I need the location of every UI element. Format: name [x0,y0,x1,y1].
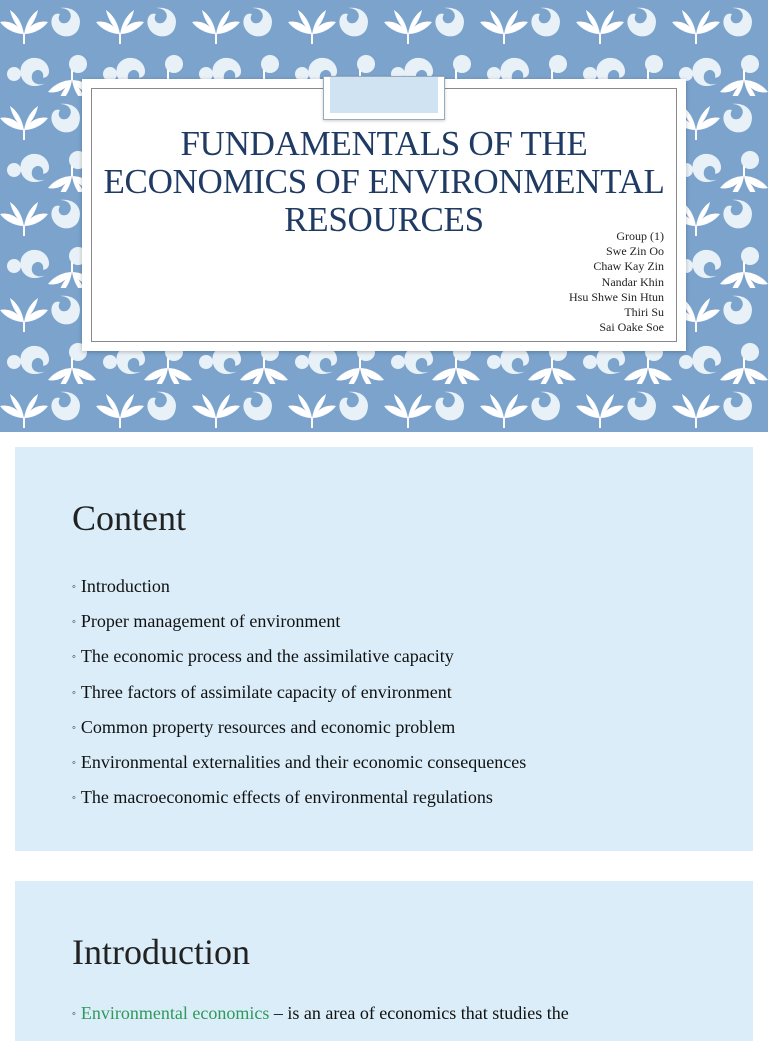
author-line: Hsu Shwe Sin Htun [568,289,664,304]
presentation-title: FUNDAMENTALS OF THE ECONOMICS OF ENVIRONMENTAL RESOURCES [103,124,665,239]
bullet-icon: ◦ [72,721,76,734]
list-item: ◦ Environmental externalities and their economic consequences [72,752,527,773]
content-slide [15,447,753,851]
bullet-icon: ◦ [72,1008,76,1020]
bullet-icon: ◦ [72,616,76,629]
bullet-icon: ◦ [72,757,76,770]
list-item: ◦ Introduction [72,576,170,596]
slide-heading: Content [72,498,186,538]
title-tab-decoration [323,76,445,120]
intro-bullet [72,1003,569,1024]
slide-heading: Introduction [72,932,250,972]
list-item: ◦ The economic process and the assimilative capacity [72,646,454,667]
author-line: Nandar Khin [601,274,664,289]
bullet-icon: ◦ [72,792,76,805]
author-line: Group (1) [616,229,664,243]
author-line: Sai Oake Soe [599,320,664,335]
title-card [82,79,686,351]
list-item: ◦ The macroeconomic effects of environmental regulations [72,787,493,808]
content-list [72,570,526,816]
highlighted-term: Environmental economics [80,1003,270,1023]
title-slide [0,0,768,432]
list-item: ◦ Common property resources and economic problem [72,716,456,737]
author-line: Thiri Su [624,305,664,320]
intro-text: – is an area of economics that studies the [269,1003,569,1023]
bullet-icon: ◦ [72,581,76,593]
author-line: Swe Zin Oo [606,244,664,259]
author-list [569,229,664,335]
list-item: ◦ Proper management of environment [72,611,341,632]
introduction-slide [15,881,753,1041]
list-item: ◦ Three factors of assimilate capacity of environment [72,681,452,702]
bullet-icon: ◦ [72,686,76,699]
author-line: Chaw Kay Zin [593,259,664,274]
bullet-icon: ◦ [72,651,76,664]
